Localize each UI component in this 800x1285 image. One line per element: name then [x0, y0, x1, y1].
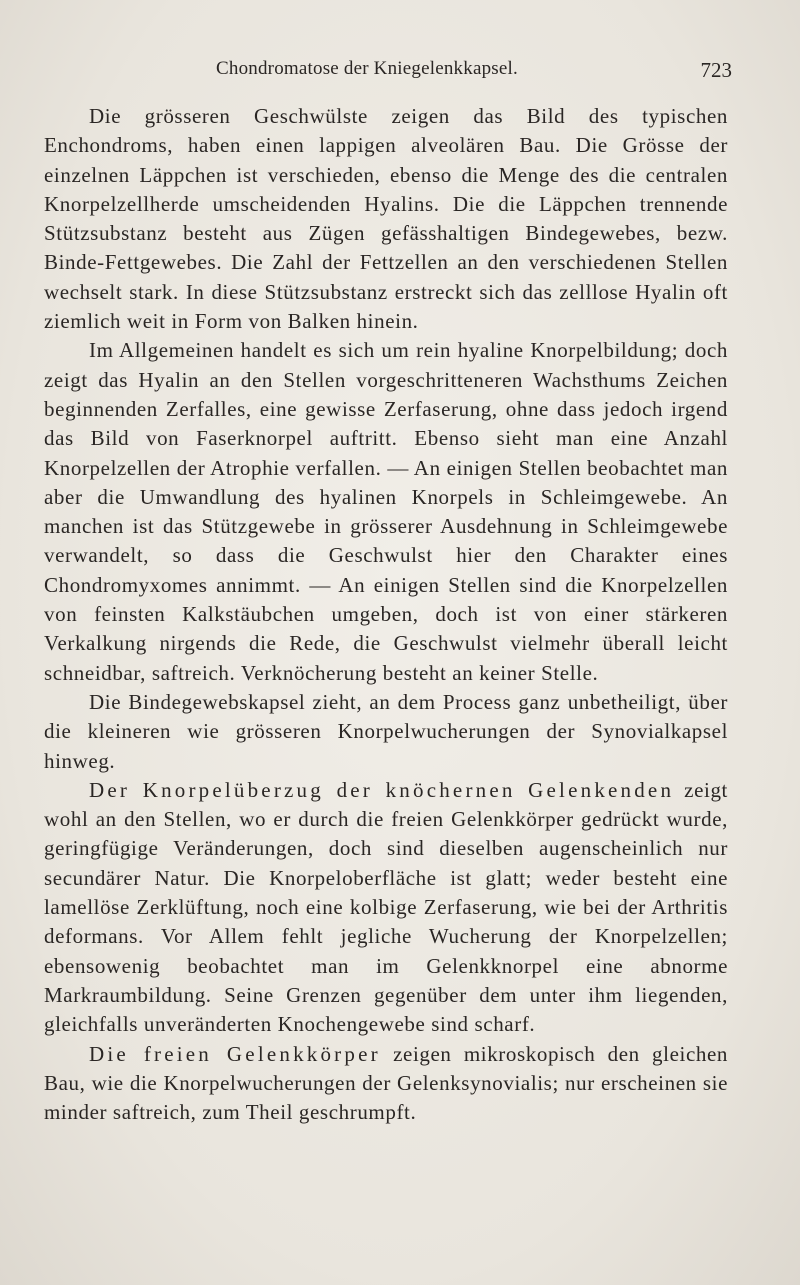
paragraph-2-text: Im Allgemeinen handelt es sich um rein hyaline Knorpelbildung; doch zeigt das Hyalin an den Stellen vorgeschritteneren Wachsthums Zeichen beginnenden Zerfalles, eine gewisse Zerfaserung, ohne dass jedoch irgend das Bild von Faserknorpel auftritt. Ebenso sieht man eine Anzahl Knorpelzellen der Atrophie verfallen. — An einigen Stellen beobachtet man aber die Umwandlung des hyalinen Knorpels in Schleimgewebe. An manchen ist das Stützgewebe in grösserer Ausdehnung in Schleimgewebe verwandelt, so dass die Geschwulst hier den Charakter eines Chondromyxomes annimmt. — An einigen Stellen sind die Knorpelzellen von feinsten Kalkstäubchen umgeben, doch ist von einer stärkeren Verkalkung nirgends die Rede, die Geschwulst vielmehr überall leicht schneidbar, saftreich. Verknöcherung besteht an keiner Stelle.: [44, 338, 728, 685]
page-header: [44, 58, 732, 88]
paragraph-5-text: zeigen mikroskopisch den gleichen Bau, wie die Knorpelwucherungen der Gelenksynovialis; nur erscheinen sie minder saftreich, zum Theil geschrumpft.: [44, 1041, 728, 1125]
page-number: 723: [700, 58, 732, 82]
paragraph-4: [44, 776, 728, 1040]
running-title: Chondromatose der Kniegelenkkapsel.: [216, 58, 518, 79]
paragraph-2: [44, 336, 728, 688]
paragraph-3: [44, 688, 728, 776]
paragraph-1-text: Die grösseren Geschwülste zeigen das Bild des typischen Enchondroms, haben einen lappigen alveolären Bau. Die Grösse der einzelnen Läppchen ist verschieden, ebenso die Menge des die centralen Knorpelzellherde umscheidenden Hyalins. Die die Läppchen trennende Stützsubstanz besteht aus Zügen gefässhaltigen Bindegewebes, bezw. Binde-Fettgewebes. Die Zahl der Fettzellen an den verschiedenen Stellen wechselt stark. In diese Stützsubstanz erstreckt sich das zelllose Hyalin oft ziemlich weit in Form von Balken hinein.: [44, 104, 728, 334]
paragraph-4-spaced-heading: Der Knorpelüberzug der knöchernen Gelenkenden: [89, 777, 675, 802]
body-text: [44, 102, 728, 1127]
paragraph-3-text: Die Bindegewebskapsel zieht, an dem Process ganz unbetheiligt, über die kleineren wie grösseren Knorpelwucherungen der Synovialkapsel hinweg.: [44, 689, 728, 773]
paragraph-1: [44, 102, 728, 336]
paragraph-5: [44, 1040, 728, 1128]
paragraph-5-spaced-heading: Die freien Gelenkkörper: [89, 1041, 381, 1066]
paragraph-4-text: zeigt wohl an den Stellen, wo er durch die freien Gelenkkörper gedrückt wurde, geringfügige Veränderungen, doch sind dieselben augenscheinlich nur secundärer Natur. Die Knorpeloberfläche ist glatt; weder besteht eine lamellöse Zerklüftung, noch eine kolbige Zerfaserung, wie bei der Arthritis deformans. Vor Allem fehlt jegliche Wucherung der Knorpelzellen; ebensowenig beobachtet man im Gelenkknorpel eine abnorme Markraumbildung. Seine Grenzen gegenüber dem unter ihm liegenden, gleichfalls unveränderten Knochengewebe sind scharf.: [44, 777, 728, 1037]
